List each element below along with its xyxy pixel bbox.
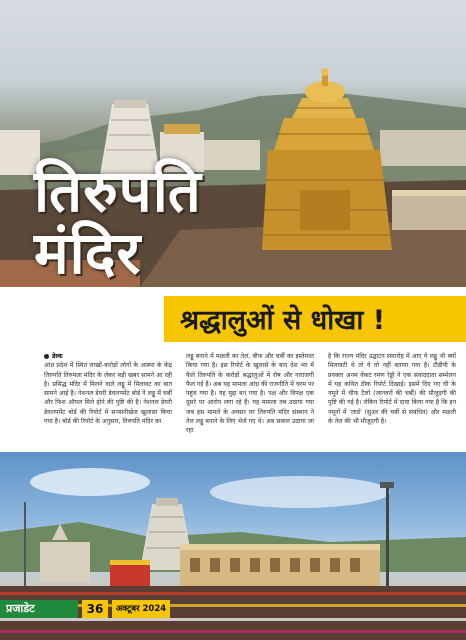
article-column-2 bbox=[186, 352, 314, 436]
dateline: डेस्क bbox=[52, 353, 63, 360]
article-text: आंध्र प्रदेश में स्थित लाखों-करोड़ों लोगों के आस्था के केंद्र तिरुपति तिरुमला मंदिर के लेकर बड़ी खबर सामने आ रही है। प्रसिद्ध मंदिर में मिलने वाले लड्डू में मिलावट का बात सामने आई है। नेशनल डेयरी डेवलपमेंट बोर्ड ने लड्डू में चर्बी और फिश ऑयल मिले होने की पुष्टि की है। नेशनल डेयरी डेवलपमेंट बोर्ड की रिपोर्ट में सनसनीखेज खुलासा किया गया है। बोर्ड की रिपोर्ट के अनुसार, तिरुपति मंदिर का bbox=[44, 362, 172, 426]
article-column-3 bbox=[328, 352, 456, 426]
issue-date: अक्टूबर 2024 bbox=[112, 600, 170, 618]
article-body bbox=[44, 352, 456, 452]
article-column-1 bbox=[44, 352, 172, 426]
article-text: है कि राज्य मंदिर उद्घाटन समारोह में आए ये लड्डू भी क्यों मिलावटी थे तो ये तो नहीं बताया गया है। टीडीपी के प्रवक्ता अनम वेंकट रमण रेड्डी ने एक संवाददाता सम्मेलन में यह कथित ठीक रिपोर्ट दिखाई। इसमें दिए गए घी के नमूने में चीफ टैलो (जानवरों की चर्बी) की मौजूदगी की पुष्टि की गई है। लेकिन रिपोर्ट में दावा किया गया है कि इन नमूनों में 'लार्ड' (सुअर की चर्बी से संबंधित) और मछली के तेल की भी मौजूदगी है। bbox=[328, 353, 456, 426]
headline-banner bbox=[164, 296, 466, 342]
hero-photo bbox=[0, 0, 466, 287]
magazine-name: प्रजाडेट bbox=[0, 600, 78, 618]
hero-title: तिरुपति मंदिर bbox=[34, 157, 202, 287]
article-text: लड्डू बनाने में मछली का तेल, बीफ और चर्बी का इस्तेमाल किया गया है। इस रिपोर्ट के खुलासे के बाद देश भर में फैले तिरुपति के करोड़ों श्रद्धालुओं में रोष और नाराजगी फैल गई है। अब यह मामला आंध्र की राजनीति में चरम पर पहुंच गया है। यह मुद्दा बन गया है। पक्ष और विपक्ष एक दूसरे पर आरोप लगा रहे हैं। यह मामला तब उठाया गया जब इस मामले के अवसर पर तिरुपति मंदिर संस्थान ने तेल लड्डू बनाने के लिए भेजे गए थे। अब सबाल उठाया जा रहा bbox=[186, 353, 314, 435]
page-footer bbox=[0, 600, 170, 618]
page-number: 36 bbox=[82, 600, 108, 618]
bullet-icon bbox=[44, 354, 49, 359]
headline: श्रद्धालुओं से धोखा ! bbox=[180, 305, 386, 336]
